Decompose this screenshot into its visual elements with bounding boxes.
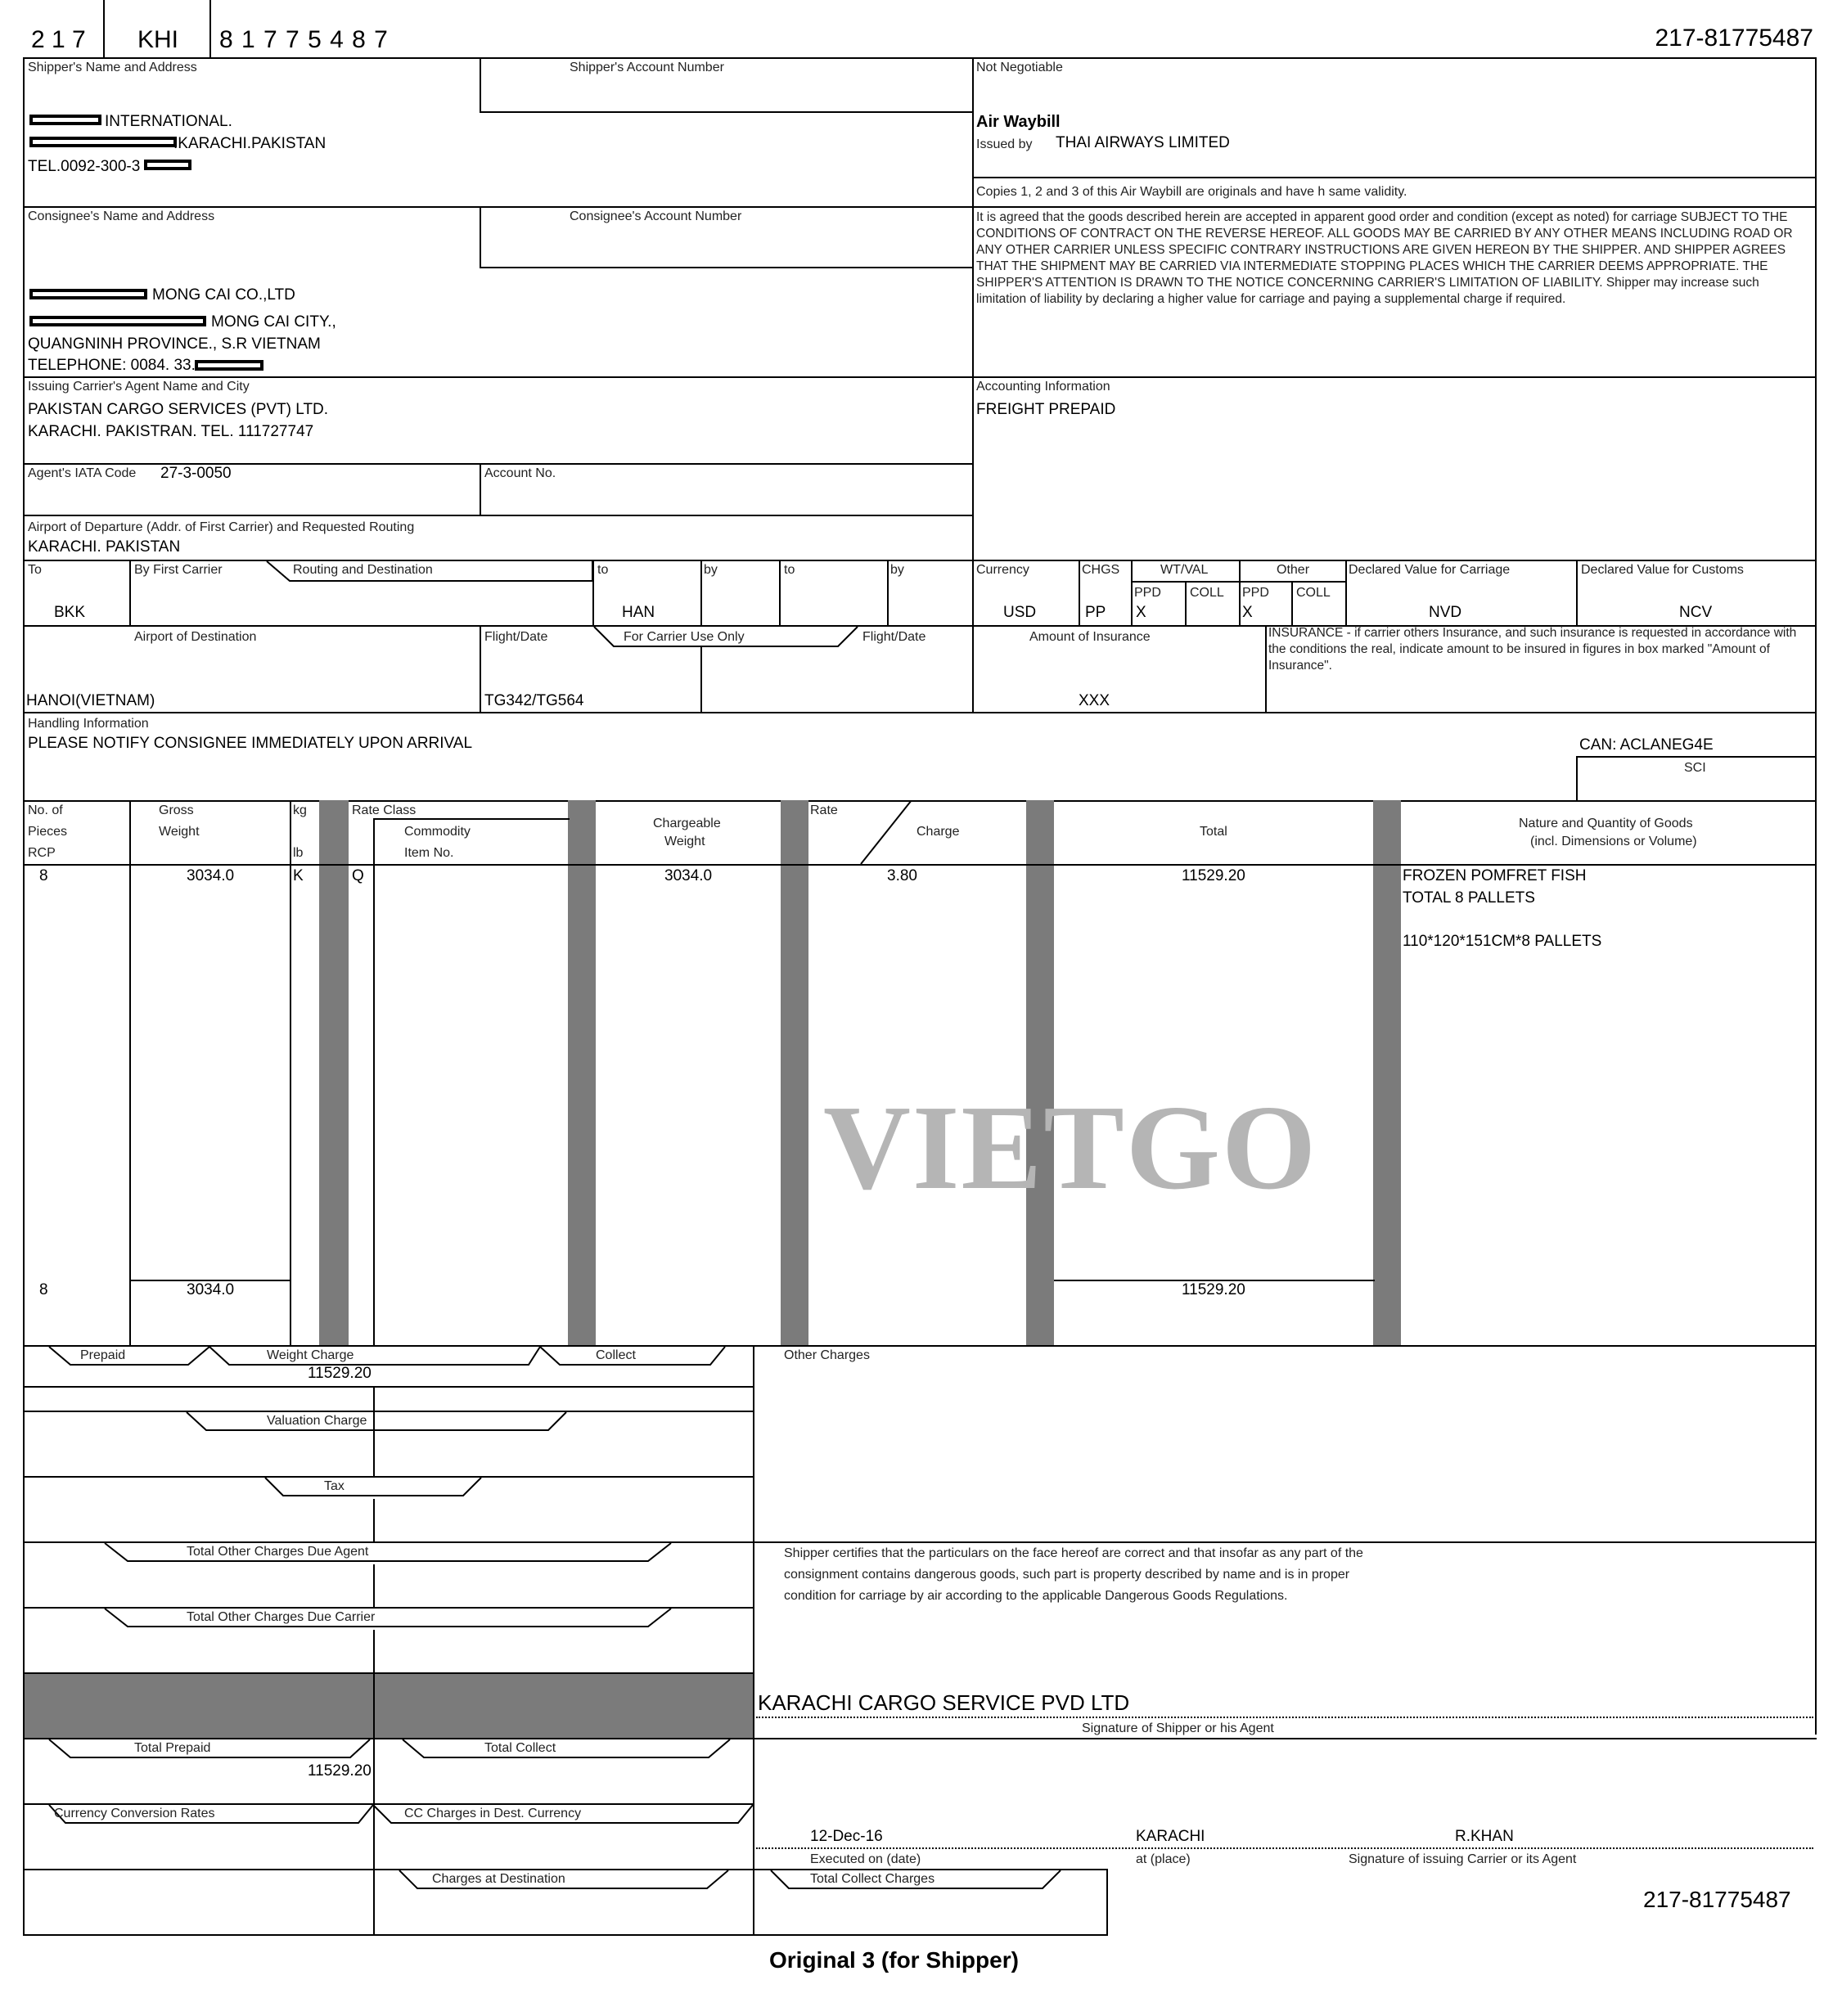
currency-value: USD <box>1003 604 1037 621</box>
awb-serial: 8 1 7 7 5 4 8 7 <box>219 26 389 53</box>
redacted-box <box>29 316 206 326</box>
nature-header-2: (incl. Dimensions or Volume) <box>1530 835 1697 848</box>
shipper-line3: TEL.0092-300-3 <box>28 158 141 175</box>
redacted-box <box>195 360 263 371</box>
can-value: CAN: ACLANEG4E <box>1579 736 1714 754</box>
rate-header: Rate <box>810 803 838 817</box>
consignee-line1: MONG CAI CO.,LTD <box>152 286 295 304</box>
goods-nature-3: 110*120*151CM*8 PALLETS <box>1403 933 1602 950</box>
weight-charge-prepaid: 11529.20 <box>308 1365 372 1382</box>
goods-chargeable: 3034.0 <box>664 867 713 884</box>
consignee-line3: QUANGNINH PROVINCE., S.R VIETNAM <box>28 335 321 353</box>
total-prepaid-label: Total Prepaid <box>134 1741 211 1755</box>
watermark: VIETGO <box>823 1081 1318 1215</box>
air-waybill-title: Air Waybill <box>976 113 1061 131</box>
nature-header-1: Nature and Quantity of Goods <box>1519 817 1693 830</box>
first-carrier-label: By First Carrier <box>134 563 223 577</box>
accounting-value: FREIGHT PREPAID <box>976 401 1116 418</box>
gross-header-1: Gross <box>159 803 194 817</box>
chargeable-header-2: Weight <box>664 835 705 848</box>
tax-label: Tax <box>324 1479 345 1493</box>
collect-label: Collect <box>596 1348 636 1362</box>
handling-value: PLEASE NOTIFY CONSIGNEE IMMEDIATELY UPON ARRIVAL <box>28 735 473 752</box>
insurance-value: XXX <box>1079 692 1110 709</box>
sum-gross: 3034.0 <box>187 1281 235 1298</box>
routing-label: Routing and Destination <box>293 563 433 577</box>
agent-label: Issuing Carrier's Agent Name and City <box>28 380 250 394</box>
departure-label: Airport of Departure (Addr. of First Carrier) and Requested Routing <box>28 520 415 534</box>
by2-label: by <box>704 563 718 577</box>
execution-place: KARACHI <box>1136 1828 1205 1845</box>
chargeable-header-1: Chargeable <box>653 817 721 830</box>
execution-date: 12-Dec-16 <box>810 1828 883 1845</box>
wtval-ppd-value: X <box>1136 604 1146 621</box>
destination-value: HANOI(VIETNAM) <box>26 692 155 709</box>
certification-line3: condition for carriage by air according to the applicable Dangerous Goods Regulations. <box>784 1589 1288 1603</box>
redacted-box <box>29 115 101 125</box>
consignee-line2: MONG CAI CITY., <box>211 313 336 331</box>
pieces-header-1: No. of <box>28 803 63 817</box>
agent-line1: PAKISTAN CARGO SERVICES (PVT) LTD. <box>28 401 329 418</box>
to-label: To <box>28 563 42 577</box>
shipper-line1: INTERNATIONAL. <box>105 113 232 130</box>
carrier-use-label: For Carrier Use Only <box>624 630 745 644</box>
declared-customs-value: NCV <box>1679 604 1713 621</box>
commodity-header-1: Commodity <box>404 825 471 839</box>
redacted-box <box>29 137 177 147</box>
lb-header: lb <box>293 846 304 860</box>
currency-label: Currency <box>976 563 1029 577</box>
execution-sig-label: Signature of issuing Carrier or its Agent <box>1349 1852 1577 1866</box>
other-agent-label: Total Other Charges Due Agent <box>187 1545 369 1559</box>
handling-label: Handling Information <box>28 717 149 731</box>
pieces-header-3: RCP <box>28 846 56 860</box>
other-charges-label: Other Charges <box>784 1348 870 1362</box>
pieces-header-2: Pieces <box>28 825 68 839</box>
chgs-value: PP <box>1085 604 1106 621</box>
shaded-bar <box>25 1674 753 1738</box>
accounting-label: Accounting Information <box>976 380 1110 394</box>
cc-label: CC Charges in Dest. Currency <box>404 1807 582 1820</box>
issued-by: THAI AIRWAYS LIMITED <box>1056 134 1230 151</box>
goods-total: 11529.20 <box>1182 867 1245 884</box>
destination-label: Airport of Destination <box>134 630 257 644</box>
copies-note: Copies 1, 2 and 3 of this Air Waybill are originals and have h same validity. <box>976 185 1407 199</box>
certification-line1: Shipper certifies that the particulars on the face hereof are correct and that insofar as any part of the <box>784 1546 1363 1560</box>
by3-label: by <box>890 563 904 577</box>
weight-charge-label: Weight Charge <box>267 1348 354 1362</box>
rate-divider <box>859 800 913 866</box>
flight2-label: Flight/Date <box>862 630 926 644</box>
total-header: Total <box>1200 825 1227 839</box>
goods-gross: 3034.0 <box>187 867 235 884</box>
iata-code: 27-3-0050 <box>160 465 232 482</box>
other-coll-label: COLL <box>1296 586 1331 600</box>
agent-line2: KARACHI. PAKISTRAN. TEL. 111727747 <box>28 423 314 440</box>
certification-line2: consignment contains dangerous goods, such part is property described by name and is in proper <box>784 1568 1350 1582</box>
copy-label: Original 3 (for Shipper) <box>769 1947 1019 1973</box>
kg-header: kg <box>293 803 307 817</box>
total-collect-label: Total Collect <box>484 1741 556 1755</box>
goods-rate-class: Q <box>352 867 364 884</box>
shipper-signature-label: Signature of Shipper or his Agent <box>1082 1721 1274 1735</box>
to-value: BKK <box>54 604 86 621</box>
conversion-label: Currency Conversion Rates <box>54 1807 215 1820</box>
conditions-text: It is agreed that the goods described herein are accepted in apparent good order and condition (except as noted) for carriage SUBJECT TO THE CONDITIONS OF CONTRACT ON THE REVERSE HEREOF. ALL GOODS MAY BE CARRIED BY ANY OTHER MEANS INCLUDING ROAD OR ANY OTHER CARRIER UNLESS SPECIFIC CONTRARY INSTRUCTIONS ARE GIVEN HEREON BY THE SHIPPER. AND SHIPPER AGREES THAT THE SHIPMENT MAY BE CARRIED VIA INTERMEDIATE STOPPING PLACES WHICH THE CARRIER DEEMS APPROPRIATE. THE SHIPPER'S ATTENTION IS DRAWN TO THE NOTICE CONCERNING CARRIER'S LIMITATION OF LIABILITY. Shipper may increase such limitation of liability by declaring a higher value for carriage and paying a supplemental charge if required. <box>976 210 1793 306</box>
total-collect-charges-label: Total Collect Charges <box>810 1872 935 1886</box>
redacted-box <box>144 160 191 170</box>
shipper-line2: .KARACHI.PAKISTAN <box>173 135 327 152</box>
valuation-label: Valuation Charge <box>267 1414 367 1428</box>
sci-label: SCI <box>1684 761 1706 775</box>
charge-header: Charge <box>916 825 960 839</box>
wtval-coll-label: COLL <box>1190 586 1224 600</box>
wtval-label: WT/VAL <box>1160 563 1209 577</box>
execution-signature: R.KHAN <box>1455 1828 1514 1845</box>
prepaid-label: Prepaid <box>80 1348 126 1362</box>
insurance-label: Amount of Insurance <box>1029 630 1151 644</box>
dest-charges-label: Charges at Destination <box>432 1872 565 1886</box>
to2-value: HAN <box>622 604 655 621</box>
shipper-signature: KARACHI CARGO SERVICE PVD LTD <box>758 1690 1130 1715</box>
goods-pieces: 8 <box>39 867 48 884</box>
other-ppd-value: X <box>1242 604 1253 621</box>
declared-customs-label: Declared Value for Customs <box>1581 563 1744 577</box>
goods-rate: 3.80 <box>887 867 917 884</box>
goods-nature-2: TOTAL 8 PALLETS <box>1403 889 1535 907</box>
account-no-label: Account No. <box>484 466 556 480</box>
redacted-box <box>29 289 147 299</box>
other-label: Other <box>1277 563 1310 577</box>
execution-place-label: at (place) <box>1136 1852 1191 1866</box>
total-prepaid: 11529.20 <box>308 1762 372 1780</box>
other-carrier-label: Total Other Charges Due Carrier <box>187 1610 376 1624</box>
goods-unit: K <box>293 867 304 884</box>
sum-total: 11529.20 <box>1182 1281 1245 1298</box>
declared-carriage-label: Declared Value for Carriage <box>1349 563 1511 577</box>
awb-prefix: 2 1 7 <box>31 26 86 53</box>
execution-date-label: Executed on (date) <box>810 1852 921 1866</box>
iata-code-label: Agent's IATA Code <box>28 466 137 480</box>
other-ppd-label: PPD <box>1242 586 1269 600</box>
rate-class-header: Rate Class <box>352 803 417 817</box>
consignee-label: Consignee's Name and Address <box>28 209 215 223</box>
gross-header-2: Weight <box>159 825 200 839</box>
not-negotiable: Not Negotiable <box>976 61 1063 74</box>
consignee-account-label: Consignee's Account Number <box>570 209 742 223</box>
flight-value: TG342/TG564 <box>484 692 584 709</box>
sum-pieces: 8 <box>39 1281 48 1298</box>
commodity-header-2: Item No. <box>404 846 454 860</box>
issued-by-label: Issued by <box>976 137 1033 151</box>
valuation-tab <box>185 1411 570 1433</box>
goods-nature-1: FROZEN POMFRET FISH <box>1403 867 1587 884</box>
insurance-note: INSURANCE - if carrier others Insurance, and such insurance is requested in accordance with the conditions the real, indicate amount to be insured in figures in box marked "Amount of Insurance". <box>1268 626 1797 673</box>
declared-carriage-value: NVD <box>1429 604 1462 621</box>
wtval-ppd-label: PPD <box>1134 586 1161 600</box>
awb-number-bottom: 217-81775487 <box>1643 1887 1791 1912</box>
to3-label: to <box>784 563 795 577</box>
shipper-label: Shipper's Name and Address <box>28 61 197 74</box>
shipper-account-label: Shipper's Account Number <box>570 61 724 74</box>
chgs-label: CHGS <box>1082 563 1120 577</box>
tax-tab <box>263 1476 483 1499</box>
awb-airport-code: KHI <box>137 26 179 53</box>
consignee-line4: TELEPHONE: 0084. 33. <box>28 357 196 374</box>
awb-number-top: 217-81775487 <box>1655 25 1813 52</box>
flight-label: Flight/Date <box>484 630 548 644</box>
to2-label: to <box>597 563 609 577</box>
departure-value: KARACHI. PAKISTAN <box>28 538 181 556</box>
